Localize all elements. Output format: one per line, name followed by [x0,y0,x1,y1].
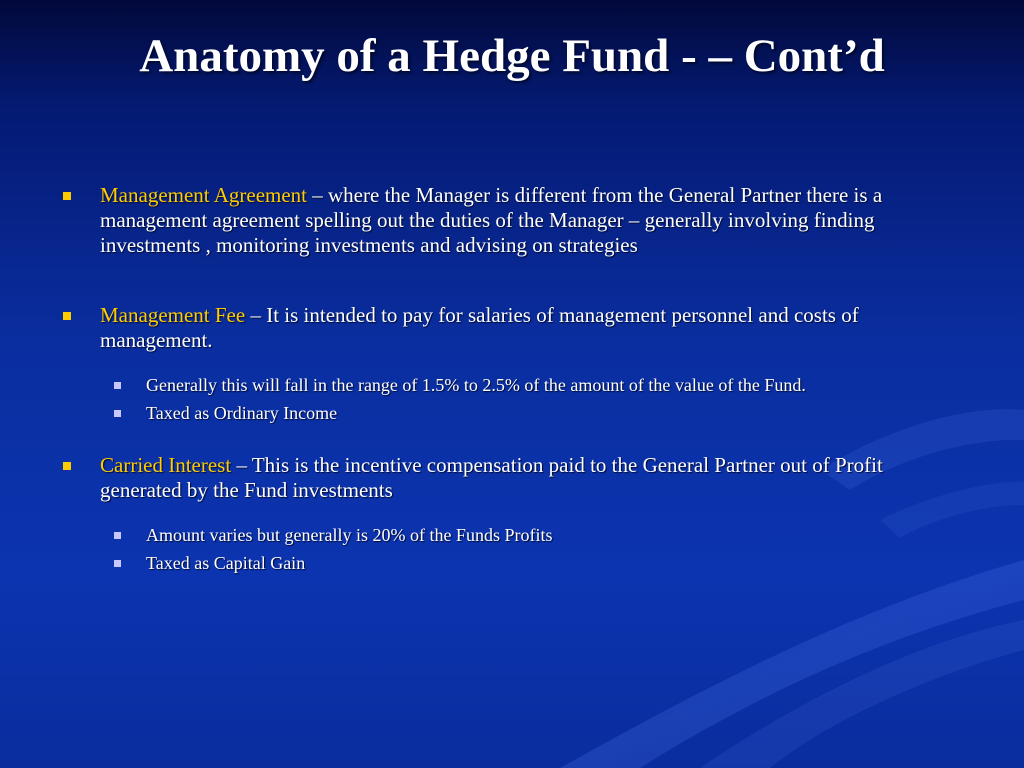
small-square-bullet-icon [114,382,121,389]
small-square-bullet-icon [114,560,121,567]
bullet-heading: Carried Interest [100,453,232,477]
square-bullet-icon [63,312,71,320]
bullet-text: – It is intended to pay for salaries of management personnel and costs of management. [100,303,859,352]
bullet-management-fee [60,303,960,353]
sub-bullet [60,399,960,427]
small-square-bullet-icon [114,410,121,417]
square-bullet-icon [63,192,71,200]
sub-bullet-text: Generally this will fall in the range of 1.5% to 2.5% of the amount of the value of the Fund. [146,375,806,395]
slide-title: Anatomy of a Hedge Fund - – Cont’d [139,30,885,82]
bullet-text: – This is the incentive compensation paid to the General Partner out of Profit generated by the Fund investments [100,453,883,502]
bullet-text: – where the Manager is different from the General Partner there is a management agreement spelling out the duties of the Manager – generally involving finding investments , monitoring investments and advising on strategies [100,183,883,257]
bullet-heading: Management Fee [100,303,246,327]
sub-bullet-text: Taxed as Ordinary Income [146,403,338,423]
sub-bullet [60,371,960,399]
sub-bullet-text: Amount varies but generally is 20% of the Funds Profits [146,525,553,545]
sub-bullet-text: Taxed as Capital Gain [146,553,306,573]
sub-bullet [60,549,960,577]
sub-bullet [60,521,960,549]
square-bullet-icon [63,462,71,470]
bullet-carried-interest [60,453,960,503]
bullet-management-agreement [60,183,960,258]
small-square-bullet-icon [114,532,121,539]
slide-content [60,183,960,577]
bullet-heading: Management Agreement [100,183,308,207]
